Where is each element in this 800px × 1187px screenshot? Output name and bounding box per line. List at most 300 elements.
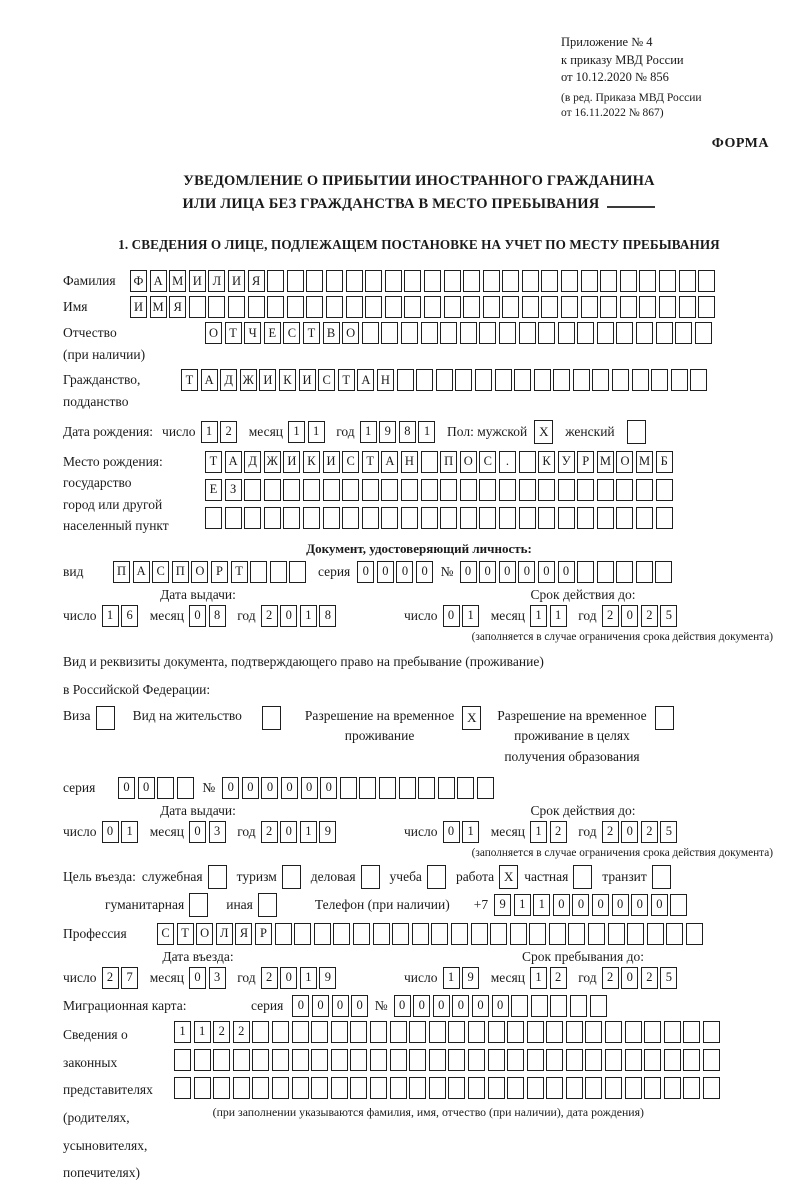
char-box[interactable] [460, 507, 477, 529]
char-box[interactable] [527, 1021, 544, 1043]
char-box[interactable] [664, 1021, 681, 1043]
char-box[interactable] [267, 296, 284, 318]
char-box[interactable] [499, 322, 516, 344]
char-box[interactable] [468, 1049, 485, 1071]
char-box[interactable] [418, 777, 435, 799]
char-box[interactable] [292, 1077, 309, 1099]
char-box[interactable] [365, 296, 382, 318]
char-box[interactable]: 0 [189, 605, 206, 627]
purpose-tourism-checkbox[interactable] [282, 865, 301, 889]
char-box[interactable] [333, 923, 350, 945]
char-box[interactable] [340, 777, 357, 799]
char-box[interactable] [416, 369, 433, 391]
char-box[interactable] [331, 1049, 348, 1071]
char-box[interactable] [250, 561, 267, 583]
char-box[interactable]: 0 [377, 561, 394, 583]
char-box[interactable] [451, 923, 468, 945]
birth-place-boxes-row2[interactable] [205, 479, 675, 501]
entry-day-boxes[interactable] [102, 967, 141, 989]
char-box[interactable]: А [150, 270, 167, 292]
char-box[interactable] [225, 507, 242, 529]
residence-number-boxes[interactable] [222, 777, 496, 799]
char-box[interactable]: О [616, 451, 633, 473]
char-box[interactable] [527, 1077, 544, 1099]
char-box[interactable] [287, 296, 304, 318]
entry-year-boxes[interactable] [261, 967, 339, 989]
char-box[interactable] [311, 1021, 328, 1043]
char-box[interactable] [636, 507, 653, 529]
char-box[interactable] [424, 270, 441, 292]
char-box[interactable]: 0 [332, 995, 349, 1017]
doc-seriya-boxes[interactable] [357, 561, 435, 583]
purpose-transit-checkbox[interactable] [652, 865, 671, 889]
char-box[interactable] [264, 507, 281, 529]
char-box[interactable]: 0 [621, 821, 638, 843]
char-box[interactable] [440, 479, 457, 501]
char-box[interactable]: Р [255, 923, 272, 945]
char-box[interactable] [228, 296, 245, 318]
char-box[interactable] [703, 1021, 720, 1043]
char-box[interactable] [233, 1049, 250, 1071]
char-box[interactable] [690, 369, 707, 391]
char-box[interactable]: 0 [651, 894, 668, 916]
char-box[interactable] [294, 923, 311, 945]
char-box[interactable] [655, 561, 672, 583]
char-box[interactable]: 9 [319, 967, 336, 989]
char-box[interactable]: 0 [394, 995, 411, 1017]
char-box[interactable] [381, 322, 398, 344]
char-box[interactable]: 0 [538, 561, 555, 583]
char-box[interactable]: 9 [379, 421, 396, 443]
char-box[interactable]: 0 [612, 894, 629, 916]
char-box[interactable] [177, 777, 194, 799]
char-box[interactable] [157, 777, 174, 799]
char-box[interactable] [444, 296, 461, 318]
char-box[interactable]: И [283, 451, 300, 473]
given-name-boxes[interactable] [130, 296, 718, 318]
char-box[interactable] [577, 561, 594, 583]
char-box[interactable] [636, 322, 653, 344]
char-box[interactable] [475, 369, 492, 391]
char-box[interactable]: А [133, 561, 150, 583]
phone-boxes[interactable] [494, 894, 690, 916]
char-box[interactable] [429, 1049, 446, 1071]
char-box[interactable]: 0 [280, 605, 297, 627]
char-box[interactable]: 2 [261, 967, 278, 989]
char-box[interactable]: Я [235, 923, 252, 945]
char-box[interactable]: 2 [602, 605, 619, 627]
char-box[interactable] [429, 1077, 446, 1099]
char-box[interactable] [597, 479, 614, 501]
char-box[interactable]: 8 [399, 421, 416, 443]
char-box[interactable] [359, 777, 376, 799]
char-box[interactable]: 1 [443, 967, 460, 989]
citizenship-boxes[interactable] [181, 369, 710, 391]
char-box[interactable] [292, 1021, 309, 1043]
char-box[interactable] [436, 369, 453, 391]
char-box[interactable] [639, 296, 656, 318]
char-box[interactable]: 1 [530, 821, 547, 843]
char-box[interactable] [620, 270, 637, 292]
char-box[interactable]: 2 [550, 967, 567, 989]
char-box[interactable]: А [201, 369, 218, 391]
char-box[interactable]: П [113, 561, 130, 583]
char-box[interactable] [616, 322, 633, 344]
char-box[interactable]: 0 [592, 894, 609, 916]
char-box[interactable] [397, 369, 414, 391]
char-box[interactable] [373, 923, 390, 945]
char-box[interactable] [362, 479, 379, 501]
char-box[interactable]: О [342, 322, 359, 344]
char-box[interactable] [306, 296, 323, 318]
doc-number-boxes[interactable] [460, 561, 676, 583]
stay-month-boxes[interactable] [530, 967, 569, 989]
char-box[interactable]: С [283, 322, 300, 344]
migration-number-boxes[interactable] [394, 995, 610, 1017]
char-box[interactable]: 0 [396, 561, 413, 583]
char-box[interactable] [605, 1021, 622, 1043]
char-box[interactable] [381, 479, 398, 501]
char-box[interactable] [390, 1077, 407, 1099]
char-box[interactable]: Б [656, 451, 673, 473]
char-box[interactable] [350, 1077, 367, 1099]
char-box[interactable]: Т [205, 451, 222, 473]
char-box[interactable] [342, 507, 359, 529]
char-box[interactable] [538, 322, 555, 344]
purpose-study-checkbox[interactable] [427, 865, 446, 889]
char-box[interactable] [205, 507, 222, 529]
char-box[interactable]: . [499, 451, 516, 473]
char-box[interactable]: 0 [351, 995, 368, 1017]
char-box[interactable]: 0 [312, 995, 329, 1017]
char-box[interactable]: 0 [621, 605, 638, 627]
char-box[interactable] [412, 923, 429, 945]
char-box[interactable]: Н [377, 369, 394, 391]
char-box[interactable]: 2 [641, 605, 658, 627]
char-box[interactable]: 8 [319, 605, 336, 627]
char-box[interactable]: 2 [213, 1021, 230, 1043]
char-box[interactable] [639, 270, 656, 292]
char-box[interactable] [346, 296, 363, 318]
char-box[interactable]: 1 [308, 421, 325, 443]
char-box[interactable] [546, 1021, 563, 1043]
char-box[interactable]: 0 [621, 967, 638, 989]
char-box[interactable] [644, 1077, 661, 1099]
char-box[interactable] [570, 995, 587, 1017]
char-box[interactable]: 0 [452, 995, 469, 1017]
char-box[interactable] [632, 369, 649, 391]
char-box[interactable] [306, 270, 323, 292]
char-box[interactable] [566, 1021, 583, 1043]
legal-reps-boxes-row3[interactable] [174, 1077, 723, 1099]
purpose-work-checkbox[interactable]: X [499, 865, 518, 889]
char-box[interactable] [488, 1049, 505, 1071]
char-box[interactable]: Ф [130, 270, 147, 292]
char-box[interactable]: 8 [209, 605, 226, 627]
profession-boxes[interactable] [157, 923, 706, 945]
char-box[interactable]: 2 [602, 967, 619, 989]
char-box[interactable] [519, 507, 536, 529]
char-box[interactable] [326, 270, 343, 292]
char-box[interactable]: 0 [357, 561, 374, 583]
temp-permit-checkbox[interactable]: X [462, 706, 481, 730]
char-box[interactable] [561, 270, 578, 292]
char-box[interactable] [477, 777, 494, 799]
char-box[interactable]: 1 [530, 967, 547, 989]
char-box[interactable] [541, 270, 558, 292]
char-box[interactable]: Т [177, 923, 194, 945]
char-box[interactable]: 0 [413, 995, 430, 1017]
char-box[interactable] [561, 296, 578, 318]
char-box[interactable]: 0 [261, 777, 278, 799]
char-box[interactable] [568, 923, 585, 945]
char-box[interactable] [213, 1049, 230, 1071]
char-box[interactable] [370, 1077, 387, 1099]
char-box[interactable] [314, 923, 331, 945]
char-box[interactable] [659, 296, 676, 318]
char-box[interactable] [553, 369, 570, 391]
char-box[interactable] [546, 1049, 563, 1071]
char-box[interactable]: 1 [174, 1021, 191, 1043]
char-box[interactable]: Т [225, 322, 242, 344]
char-box[interactable]: 1 [530, 605, 547, 627]
char-box[interactable] [483, 296, 500, 318]
char-box[interactable] [612, 369, 629, 391]
doc-issue-year-boxes[interactable] [261, 605, 339, 627]
char-box[interactable] [605, 1077, 622, 1099]
char-box[interactable] [698, 270, 715, 292]
char-box[interactable] [679, 270, 696, 292]
char-box[interactable] [381, 507, 398, 529]
char-box[interactable]: О [196, 923, 213, 945]
char-box[interactable] [421, 479, 438, 501]
char-box[interactable]: И [228, 270, 245, 292]
char-box[interactable]: П [440, 451, 457, 473]
char-box[interactable]: 2 [641, 967, 658, 989]
char-box[interactable]: Я [169, 296, 186, 318]
char-box[interactable]: Ч [244, 322, 261, 344]
char-box[interactable] [460, 479, 477, 501]
char-box[interactable] [605, 1049, 622, 1071]
purpose-other-checkbox[interactable] [258, 893, 277, 917]
char-box[interactable]: М [636, 451, 653, 473]
char-box[interactable] [499, 507, 516, 529]
char-box[interactable]: Д [244, 451, 261, 473]
char-box[interactable] [703, 1077, 720, 1099]
char-box[interactable] [448, 1077, 465, 1099]
doc-valid-year-boxes[interactable] [602, 605, 680, 627]
char-box[interactable]: 7 [121, 967, 138, 989]
char-box[interactable]: 1 [533, 894, 550, 916]
char-box[interactable] [479, 507, 496, 529]
char-box[interactable] [664, 1049, 681, 1071]
char-box[interactable] [272, 1049, 289, 1071]
char-box[interactable] [401, 507, 418, 529]
char-box[interactable]: 1 [300, 605, 317, 627]
char-box[interactable]: М [169, 270, 186, 292]
char-box[interactable] [495, 369, 512, 391]
char-box[interactable] [399, 777, 416, 799]
char-box[interactable] [365, 270, 382, 292]
doc-issue-day-boxes[interactable] [102, 605, 141, 627]
char-box[interactable] [362, 322, 379, 344]
char-box[interactable] [647, 923, 664, 945]
char-box[interactable]: 1 [462, 821, 479, 843]
char-box[interactable] [519, 322, 536, 344]
residence-issue-day-boxes[interactable] [102, 821, 141, 843]
char-box[interactable] [457, 777, 474, 799]
residence-issue-year-boxes[interactable] [261, 821, 339, 843]
char-box[interactable] [625, 1077, 642, 1099]
char-box[interactable] [424, 296, 441, 318]
char-box[interactable]: 2 [102, 967, 119, 989]
char-box[interactable] [303, 507, 320, 529]
char-box[interactable] [244, 507, 261, 529]
char-box[interactable] [585, 1049, 602, 1071]
char-box[interactable] [600, 296, 617, 318]
char-box[interactable] [385, 270, 402, 292]
char-box[interactable] [656, 479, 673, 501]
char-box[interactable] [292, 1049, 309, 1071]
char-box[interactable]: 0 [572, 894, 589, 916]
char-box[interactable]: С [479, 451, 496, 473]
char-box[interactable] [438, 777, 455, 799]
char-box[interactable]: 0 [102, 821, 119, 843]
char-box[interactable] [479, 322, 496, 344]
char-box[interactable] [471, 923, 488, 945]
char-box[interactable]: 9 [494, 894, 511, 916]
char-box[interactable]: 1 [121, 821, 138, 843]
char-box[interactable] [390, 1049, 407, 1071]
char-box[interactable] [401, 322, 418, 344]
char-box[interactable]: 0 [479, 561, 496, 583]
char-box[interactable] [675, 322, 692, 344]
char-box[interactable]: 0 [472, 995, 489, 1017]
char-box[interactable]: 0 [189, 821, 206, 843]
char-box[interactable] [550, 995, 567, 1017]
char-box[interactable] [350, 1049, 367, 1071]
char-box[interactable]: С [157, 923, 174, 945]
char-box[interactable]: Т [338, 369, 355, 391]
char-box[interactable] [644, 1021, 661, 1043]
char-box[interactable] [404, 270, 421, 292]
char-box[interactable] [488, 1077, 505, 1099]
char-box[interactable]: 9 [319, 821, 336, 843]
char-box[interactable] [566, 1077, 583, 1099]
char-box[interactable] [264, 479, 281, 501]
char-box[interactable]: А [357, 369, 374, 391]
char-box[interactable] [627, 923, 644, 945]
char-box[interactable]: 2 [220, 421, 237, 443]
residence-valid-year-boxes[interactable] [602, 821, 680, 843]
char-box[interactable] [585, 1077, 602, 1099]
char-box[interactable]: М [597, 451, 614, 473]
char-box[interactable] [275, 923, 292, 945]
char-box[interactable]: К [303, 451, 320, 473]
char-box[interactable] [671, 369, 688, 391]
char-box[interactable] [326, 296, 343, 318]
char-box[interactable] [670, 894, 687, 916]
char-box[interactable]: 0 [416, 561, 433, 583]
char-box[interactable]: 1 [462, 605, 479, 627]
char-box[interactable] [625, 1049, 642, 1071]
char-box[interactable] [577, 322, 594, 344]
char-box[interactable] [401, 479, 418, 501]
char-box[interactable]: 1 [550, 605, 567, 627]
char-box[interactable] [468, 1077, 485, 1099]
char-box[interactable]: 2 [550, 821, 567, 843]
residence-valid-day-boxes[interactable] [443, 821, 482, 843]
char-box[interactable] [283, 507, 300, 529]
char-box[interactable]: 9 [462, 967, 479, 989]
purpose-business-checkbox[interactable] [208, 865, 227, 889]
char-box[interactable] [666, 923, 683, 945]
char-box[interactable] [549, 923, 566, 945]
char-box[interactable]: 0 [281, 777, 298, 799]
doc-valid-month-boxes[interactable] [530, 605, 569, 627]
char-box[interactable]: 1 [201, 421, 218, 443]
char-box[interactable]: 5 [660, 605, 677, 627]
char-box[interactable] [421, 507, 438, 529]
char-box[interactable]: И [259, 369, 276, 391]
char-box[interactable] [431, 923, 448, 945]
char-box[interactable] [362, 507, 379, 529]
char-box[interactable]: М [150, 296, 167, 318]
char-box[interactable]: 1 [194, 1021, 211, 1043]
char-box[interactable]: 3 [209, 821, 226, 843]
char-box[interactable]: 0 [242, 777, 259, 799]
char-box[interactable]: 0 [518, 561, 535, 583]
doc-valid-day-boxes[interactable] [443, 605, 482, 627]
char-box[interactable] [409, 1049, 426, 1071]
char-box[interactable] [174, 1049, 191, 1071]
char-box[interactable] [558, 322, 575, 344]
birth-year-boxes[interactable] [360, 421, 438, 443]
char-box[interactable] [409, 1077, 426, 1099]
char-box[interactable] [323, 507, 340, 529]
char-box[interactable] [703, 1049, 720, 1071]
char-box[interactable] [350, 1021, 367, 1043]
char-box[interactable] [573, 369, 590, 391]
char-box[interactable]: О [205, 322, 222, 344]
char-box[interactable]: 1 [514, 894, 531, 916]
char-box[interactable] [252, 1021, 269, 1043]
char-box[interactable] [577, 507, 594, 529]
char-box[interactable] [527, 1049, 544, 1071]
surname-boxes[interactable] [130, 270, 718, 292]
char-box[interactable]: 0 [492, 995, 509, 1017]
sex-male-checkbox[interactable]: X [534, 420, 553, 444]
char-box[interactable] [510, 923, 527, 945]
char-box[interactable] [379, 777, 396, 799]
char-box[interactable] [208, 296, 225, 318]
char-box[interactable] [272, 1021, 289, 1043]
char-box[interactable]: К [279, 369, 296, 391]
char-box[interactable]: 2 [261, 821, 278, 843]
doc-type-boxes[interactable] [113, 561, 309, 583]
char-box[interactable] [522, 296, 539, 318]
char-box[interactable] [479, 479, 496, 501]
char-box[interactable] [683, 1077, 700, 1099]
char-box[interactable]: Т [303, 322, 320, 344]
char-box[interactable]: 0 [280, 821, 297, 843]
char-box[interactable] [468, 1021, 485, 1043]
purpose-humanitarian-checkbox[interactable] [189, 893, 208, 917]
char-box[interactable] [463, 296, 480, 318]
char-box[interactable] [616, 561, 633, 583]
char-box[interactable] [698, 296, 715, 318]
char-box[interactable] [409, 1021, 426, 1043]
